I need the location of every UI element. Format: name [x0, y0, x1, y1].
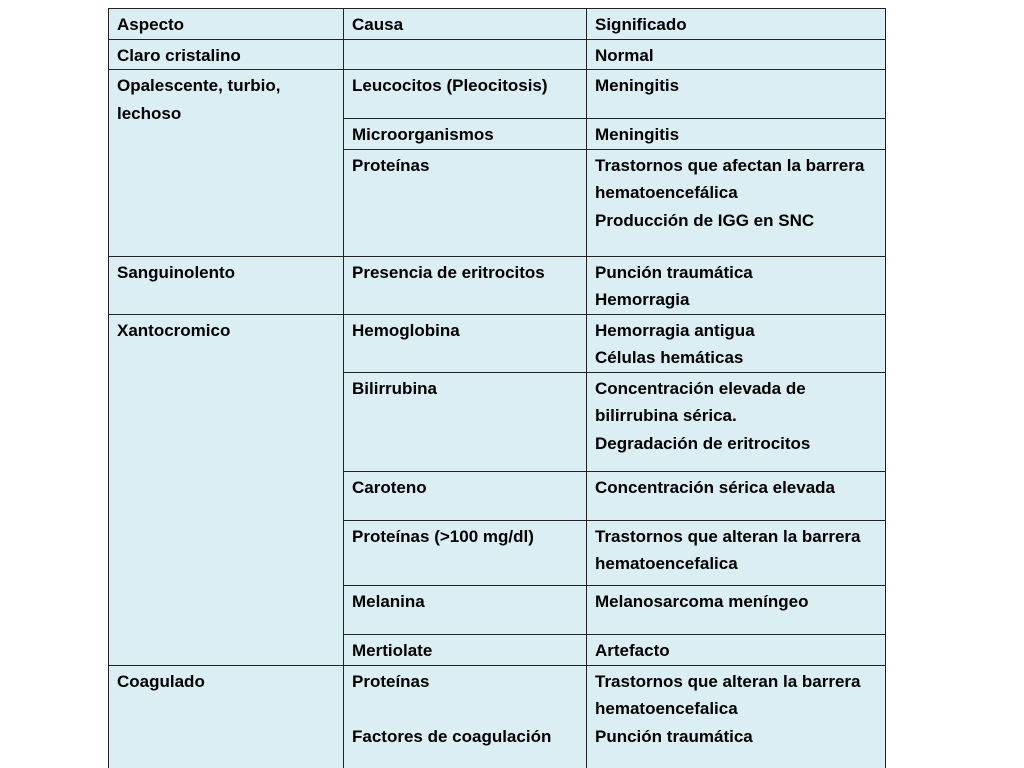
- aspecto-cell: Coagulado: [109, 665, 344, 768]
- significado-line: Punción traumática: [595, 262, 753, 282]
- significado-line: Hemorragia antigua: [595, 320, 755, 340]
- causa-cell: Caroteno: [344, 471, 587, 520]
- significado-line: Producción de IGG en SNC: [595, 210, 815, 230]
- header-causa: Causa: [344, 9, 587, 40]
- causa-cell: [344, 39, 587, 70]
- significado-cell: [587, 520, 886, 585]
- table-row: [109, 665, 886, 768]
- table-row: [109, 256, 886, 314]
- causa-cell: Mertiolate: [344, 634, 587, 665]
- significado-line: Degradación de eritrocitos: [595, 433, 811, 453]
- causa-cell: Microorganismos: [344, 119, 587, 150]
- causa-line: Factores de coagulación: [352, 726, 552, 746]
- significado-cell: [587, 256, 886, 314]
- causa-cell: Presencia de eritrocitos: [344, 256, 587, 314]
- causa-cell: Leucocitos (Pleocitosis): [344, 70, 587, 119]
- causa-cell: Melanina: [344, 585, 587, 634]
- significado-line: Hemorragia: [595, 290, 690, 309]
- csf-appearance-table: [108, 8, 886, 768]
- table-row: [109, 39, 886, 70]
- table-row: [109, 314, 886, 372]
- significado-line: Concentración elevada de: [595, 378, 806, 398]
- significado-cell: Meningitis: [587, 70, 886, 119]
- significado-line: Trastornos que alteran la barrera: [595, 671, 861, 691]
- causa-cell: Bilirrubina: [344, 372, 587, 471]
- aspecto-cell: Xantocromico: [109, 314, 344, 665]
- aspecto-cell: [109, 70, 344, 257]
- table-header-row: [109, 9, 886, 40]
- causa-cell: Proteínas (>100 mg/dl): [344, 520, 587, 585]
- significado-cell: [587, 665, 886, 768]
- causa-cell: Proteínas: [344, 149, 587, 256]
- significado-line: Trastornos que afectan la barrera: [595, 155, 865, 175]
- significado-cell: [587, 149, 886, 256]
- causa-cell: Hemoglobina: [344, 314, 587, 372]
- aspecto-cell: Claro cristalino: [109, 39, 344, 70]
- significado-cell: Meningitis: [587, 119, 886, 150]
- significado-cell: [587, 314, 886, 372]
- header-significado: Significado: [587, 9, 886, 40]
- significado-cell: Concentración sérica elevada: [587, 471, 886, 520]
- table-row: [109, 70, 886, 119]
- csf-appearance-table-container: [108, 8, 885, 768]
- aspecto-line: lechoso: [117, 103, 182, 123]
- significado-line: Trastornos que alteran la barrera: [595, 526, 861, 546]
- line-gap: [352, 695, 578, 723]
- aspecto-cell: Sanguinolento: [109, 256, 344, 314]
- significado-line: hematoencefalica: [595, 699, 738, 718]
- header-aspecto: Aspecto: [109, 9, 344, 40]
- causa-cell: [344, 665, 587, 768]
- significado-line: bilirrubina sérica.: [595, 406, 737, 425]
- significado-cell: Melanosarcoma meníngeo: [587, 585, 886, 634]
- significado-cell: [587, 372, 886, 471]
- significado-line: hematoencefalica: [595, 554, 738, 573]
- causa-line: Proteínas: [352, 671, 430, 691]
- significado-line: Células hemáticas: [595, 348, 744, 367]
- significado-line: Punción traumática: [595, 726, 753, 746]
- significado-line: hematoencefálica: [595, 183, 738, 202]
- significado-cell: Normal: [587, 39, 886, 70]
- aspecto-line: Opalescente, turbio,: [117, 76, 281, 95]
- significado-cell: Artefacto: [587, 634, 886, 665]
